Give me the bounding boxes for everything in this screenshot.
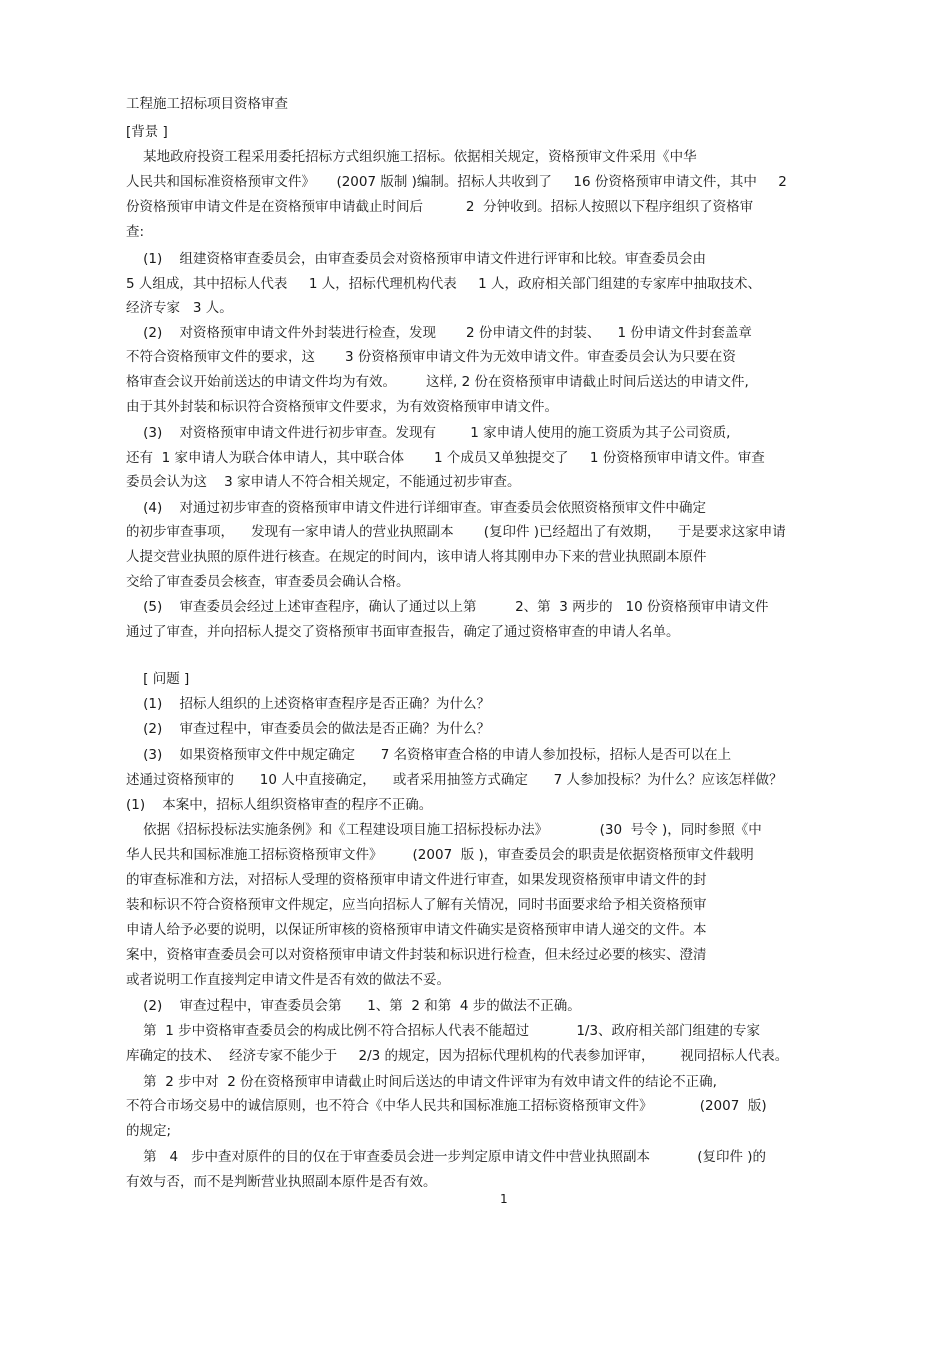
text-line: 查: xyxy=(126,224,145,240)
text-line: (2) 审查过程中，审查委员会第 1、第 2 和第 4 步的做法不正确。 xyxy=(126,998,581,1014)
text-line: 还有 1 家申请人为联合体申请人，其中联合体 1 个成员又单独提交了 1 份资格预审申请文件。审查 xyxy=(126,450,765,466)
text-line: 人民共和国标准资格预审文件》 (2007 版制 )编制。招标人共收到了 16 份资格预审申请文件，其中 2 xyxy=(126,174,787,190)
text-line: (5) 审查委员会经过上述审查程序，确认了通过以上第 2、第 3 两步的 10 份资格预审申请文件 xyxy=(126,599,769,615)
text-line: (1) 组建资格审查委员会，由审查委员会对资格预审申请文件进行评审和比较。审查委员会由 xyxy=(126,251,706,267)
text-line: 不符合资格预审文件的要求，这 3 份资格预审申请文件为无效申请文件。审查委员会认为只要在资 xyxy=(126,349,736,365)
text-line: 第 1 步中资格审查委员会的构成比例不符合招标人代表不能超过 1/3、政府相关部门组建的专家 xyxy=(126,1023,761,1039)
text-line: 工程施工招标项目资格审查 xyxy=(126,96,288,112)
text-line: 装和标识不符合资格预审文件规定，应当向招标人了解有关情况，同时书面要求给予相关资格预审 xyxy=(126,897,707,913)
text-line: (2) 对资格预审申请文件外封装进行检查，发现 2 份申请文件的封装、 1 份申请文件封套盖章 xyxy=(126,325,752,341)
text-line: (3) 如果资格预审文件中规定确定 7 名资格审查合格的申请人参加投标，招标人是否可以在上 xyxy=(126,747,732,763)
text-line: 的规定; xyxy=(126,1123,172,1139)
text-line: 某地政府投资工程采用委托招标方式组织施工招标。依据相关规定，资格预审文件采用《中华 xyxy=(126,149,697,165)
text-line: 库确定的技术、 经济专家不能少于 2/3 的规定，因为招标代理机构的代表参加评审， 视同招标人代表。 xyxy=(126,1048,789,1064)
text-line: (1) 本案中，招标人组织资格审查的程序不正确。 xyxy=(126,797,433,813)
text-line: 5 人组成，其中招标人代表 1 人，招标代理机构代表 1 人，政府相关部门组建的专家库中抽取技术、 xyxy=(126,276,762,292)
text-line: (2) 审查过程中，审查委员会的做法是否正确？为什么？ xyxy=(126,721,490,737)
text-line: 述通过资格预审的 10 人中直接确定， 或者采用抽签方式确定 7 人参加投标？为什么？应该怎样做？ xyxy=(126,772,783,788)
text-line: 依据《招标投标法实施条例》和《工程建设项目施工招标投标办法》 (30 号令 )，同时参照《中 xyxy=(126,822,762,838)
text-line: [ 问题 ] xyxy=(126,671,190,687)
page-number: 1 xyxy=(500,1192,508,1206)
text-line: 第 4 步中查对原件的目的仅在于审查委员会进一步判定原申请文件中营业执照副本 (复印件 )的 xyxy=(126,1149,767,1165)
text-line: (1) 招标人组织的上述资格审查程序是否正确？为什么？ xyxy=(126,696,490,712)
text-line: 华人民共和国标准施工招标资格预审文件》 (2007 版 )，审查委员会的职责是依据资格预审文件载明 xyxy=(126,847,754,863)
text-line: (4) 对通过初步审查的资格预审申请文件进行详细审查。审查委员会依照资格预审文件中确定 xyxy=(126,500,706,516)
text-line: 人提交营业执照的原件进行核查。在规定的时间内，该申请人将其刚申办下来的营业执照副本原件 xyxy=(126,549,707,565)
text-line: 或者说明工作直接判定申请文件是否有效的做法不妥。 xyxy=(126,972,450,988)
text-line: 经济专家 3 人。 xyxy=(126,300,233,316)
text-line: 第 2 步中对 2 份在资格预审申请截止时间后送达的申请文件评审为有效申请文件的结论不正确, xyxy=(126,1074,717,1090)
text-line: 不符合市场交易中的诚信原则，也不符合《中华人民共和国标准施工招标资格预审文件》 (2007 版) xyxy=(126,1098,767,1114)
text-line: 由于其外封装和标识符合资格预审文件要求，为有效资格预审申请文件。 xyxy=(126,399,558,415)
text-line: (3) 对资格预审申请文件进行初步审查。发现有 1 家申请人使用的施工资质为其子公司资质, xyxy=(126,425,731,441)
text-line: 案中，资格审查委员会可以对资格预审申请文件封装和标识进行检查，但未经过必要的核实、澄清 xyxy=(126,947,707,963)
text-line: 的审查标准和方法，对招标人受理的资格预审申请文件进行审查，如果发现资格预审申请文件的封 xyxy=(126,872,707,888)
text-line: 份资格预审申请文件是在资格预审申请截止时间后 2 分钟收到。招标人按照以下程序组织了资格审 xyxy=(126,199,754,215)
text-line: [背景 ] xyxy=(126,124,168,140)
text-line: 格审查会议开始前送达的申请文件均为有效。 这样, 2 份在资格预审申请截止时间后送达的申请文件, xyxy=(126,374,749,390)
text-line: 通过了审查，并向招标人提交了资格预审书面审查报告，确定了通过资格审查的申请人名单。 xyxy=(126,624,680,640)
text-line: 的初步审查事项， 发现有一家申请人的营业执照副本 (复印件 )已经超出了有效期， 于是要求这家申请 xyxy=(126,524,786,540)
text-line: 申请人给予必要的说明，以保证所审核的资格预审申请文件确实是资格预审申请人递交的文件。本 xyxy=(126,922,707,938)
text-line: 交给了审查委员会核查，审查委员会确认合格。 xyxy=(126,574,410,590)
text-line: 委员会认为这 3 家申请人不符合相关规定，不能通过初步审查。 xyxy=(126,474,521,490)
text-line: 有效与否，而不是判断营业执照副本原件是否有效。 xyxy=(126,1174,437,1190)
